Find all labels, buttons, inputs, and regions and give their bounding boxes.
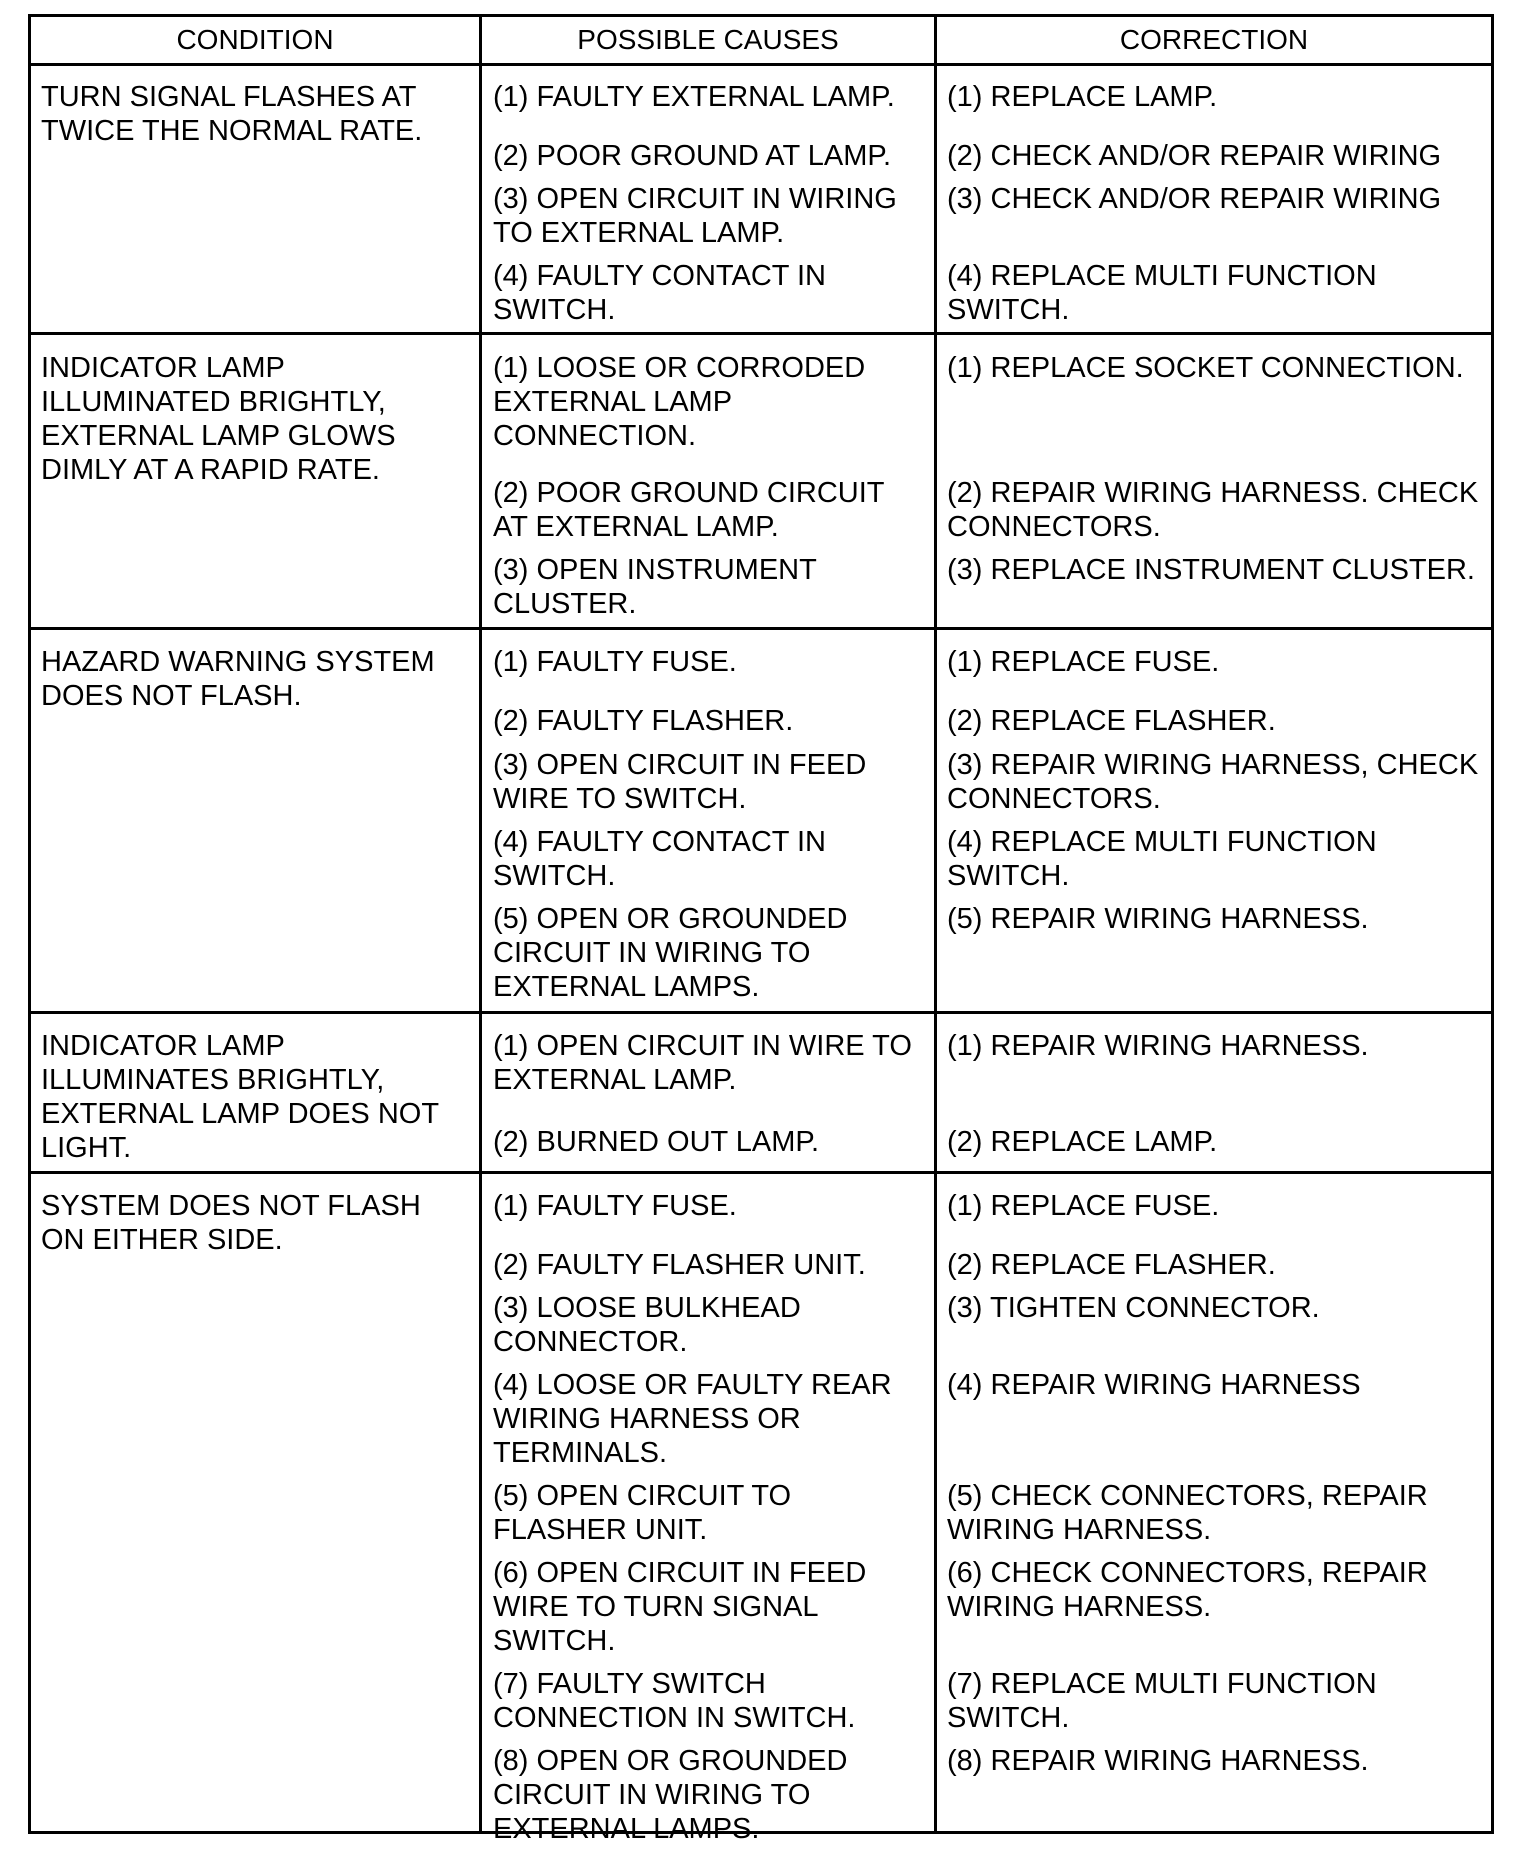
correction-cell: (4) REPAIR WIRING HARNESS <box>947 1369 1361 1401</box>
cause-cell: (1) FAULTY FUSE. <box>493 646 737 678</box>
correction-cell: (4) REPLACE MULTI FUNCTION SWITCH. <box>947 260 1377 326</box>
row-divider <box>31 627 1491 630</box>
condition-cell: TURN SIGNAL FLASHES AT TWICE THE NORMAL RATE. <box>41 81 423 147</box>
condition-cell: HAZARD WARNING SYSTEM DOES NOT FLASH. <box>41 646 435 712</box>
correction-cell: (5) REPAIR WIRING HARNESS. <box>947 903 1369 935</box>
cause-cell: (6) OPEN CIRCUIT IN FEED WIRE TO TURN SIGNAL SWITCH. <box>493 1557 867 1657</box>
correction-cell: (7) REPLACE MULTI FUNCTION SWITCH. <box>947 1668 1377 1734</box>
correction-cell: (5) CHECK CONNECTORS, REPAIR WIRING HARNESS. <box>947 1480 1428 1546</box>
correction-cell: (3) REPAIR WIRING HARNESS, CHECK CONNECTORS. <box>947 749 1479 815</box>
correction-cell: (2) REPLACE FLASHER. <box>947 1249 1276 1281</box>
row-divider <box>31 1011 1491 1014</box>
cause-cell: (2) POOR GROUND CIRCUIT AT EXTERNAL LAMP. <box>493 477 885 543</box>
cause-cell: (2) BURNED OUT LAMP. <box>493 1126 820 1158</box>
row-divider <box>31 332 1491 335</box>
correction-cell: (4) REPLACE MULTI FUNCTION SWITCH. <box>947 826 1377 892</box>
condition-cell: INDICATOR LAMP ILLUMINATES BRIGHTLY, EXTERNAL LAMP DOES NOT LIGHT. <box>41 1030 440 1164</box>
cause-cell: (4) LOOSE OR FAULTY REAR WIRING HARNESS OR TERMINALS. <box>493 1369 892 1469</box>
correction-cell: (3) TIGHTEN CONNECTOR. <box>947 1292 1320 1324</box>
correction-cell: (3) CHECK AND/OR REPAIR WIRING <box>947 183 1442 215</box>
correction-cell: (1) REPAIR WIRING HARNESS. <box>947 1030 1369 1062</box>
cause-cell: (3) LOOSE BULKHEAD CONNECTOR. <box>493 1292 801 1358</box>
cause-cell: (1) FAULTY FUSE. <box>493 1190 737 1222</box>
table-header <box>31 17 1491 66</box>
cause-cell: (2) FAULTY FLASHER. <box>493 705 794 737</box>
troubleshooting-table <box>28 14 1494 1845</box>
column-divider <box>479 17 482 1831</box>
row-divider <box>31 1171 1491 1174</box>
correction-cell: (2) CHECK AND/OR REPAIR WIRING <box>947 140 1442 172</box>
cause-cell: (3) OPEN CIRCUIT IN WIRING TO EXTERNAL LAMP. <box>493 183 897 249</box>
cause-cell: (3) OPEN CIRCUIT IN FEED WIRE TO SWITCH. <box>493 749 867 815</box>
header-condition: CONDITION <box>176 24 334 55</box>
correction-cell: (1) REPLACE FUSE. <box>947 646 1220 678</box>
correction-cell: (1) REPLACE SOCKET CONNECTION. <box>947 352 1464 384</box>
cause-cell: (7) FAULTY SWITCH CONNECTION IN SWITCH. <box>493 1668 856 1734</box>
cause-cell: (4) FAULTY CONTACT IN SWITCH. <box>493 260 827 326</box>
cause-cell: (2) FAULTY FLASHER UNIT. <box>493 1249 866 1281</box>
correction-cell: (6) CHECK CONNECTORS, REPAIR WIRING HARNESS. <box>947 1557 1428 1623</box>
correction-cell: (8) REPAIR WIRING HARNESS. <box>947 1745 1369 1777</box>
correction-cell: (1) REPLACE FUSE. <box>947 1190 1220 1222</box>
correction-cell: (1) REPLACE LAMP. <box>947 81 1218 113</box>
cause-cell: (3) OPEN INSTRUMENT CLUSTER. <box>493 554 817 620</box>
cause-cell: (1) LOOSE OR CORRODED EXTERNAL LAMP CONNECTION. <box>493 352 866 452</box>
cause-cell: (1) OPEN CIRCUIT IN WIRE TO EXTERNAL LAMP. <box>493 1030 912 1096</box>
cause-cell: (5) OPEN OR GROUNDED CIRCUIT IN WIRING TO EXTERNAL LAMPS. <box>493 903 848 1003</box>
condition-cell: INDICATOR LAMP ILLUMINATED BRIGHTLY, EXTERNAL LAMP GLOWS DIMLY AT A RAPID RATE. <box>41 352 396 486</box>
cause-cell: (2) POOR GROUND AT LAMP. <box>493 140 892 172</box>
column-divider <box>934 17 937 1831</box>
cause-cell: (1) FAULTY EXTERNAL LAMP. <box>493 81 895 113</box>
correction-cell: (2) REPLACE LAMP. <box>947 1126 1218 1158</box>
cause-cell: (8) OPEN OR GROUNDED CIRCUIT IN WIRING TO EXTERNAL LAMPS. <box>493 1745 848 1845</box>
header-correction: CORRECTION <box>1119 24 1309 55</box>
correction-cell: (3) REPLACE INSTRUMENT CLUSTER. <box>947 554 1475 586</box>
correction-cell: (2) REPAIR WIRING HARNESS. CHECK CONNECTORS. <box>947 477 1479 543</box>
header-possible-causes: POSSIBLE CAUSES <box>577 24 839 55</box>
condition-cell: SYSTEM DOES NOT FLASH ON EITHER SIDE. <box>41 1190 421 1256</box>
cause-cell: (4) FAULTY CONTACT IN SWITCH. <box>493 826 827 892</box>
cause-cell: (5) OPEN CIRCUIT TO FLASHER UNIT. <box>493 1480 792 1546</box>
correction-cell: (2) REPLACE FLASHER. <box>947 705 1276 737</box>
